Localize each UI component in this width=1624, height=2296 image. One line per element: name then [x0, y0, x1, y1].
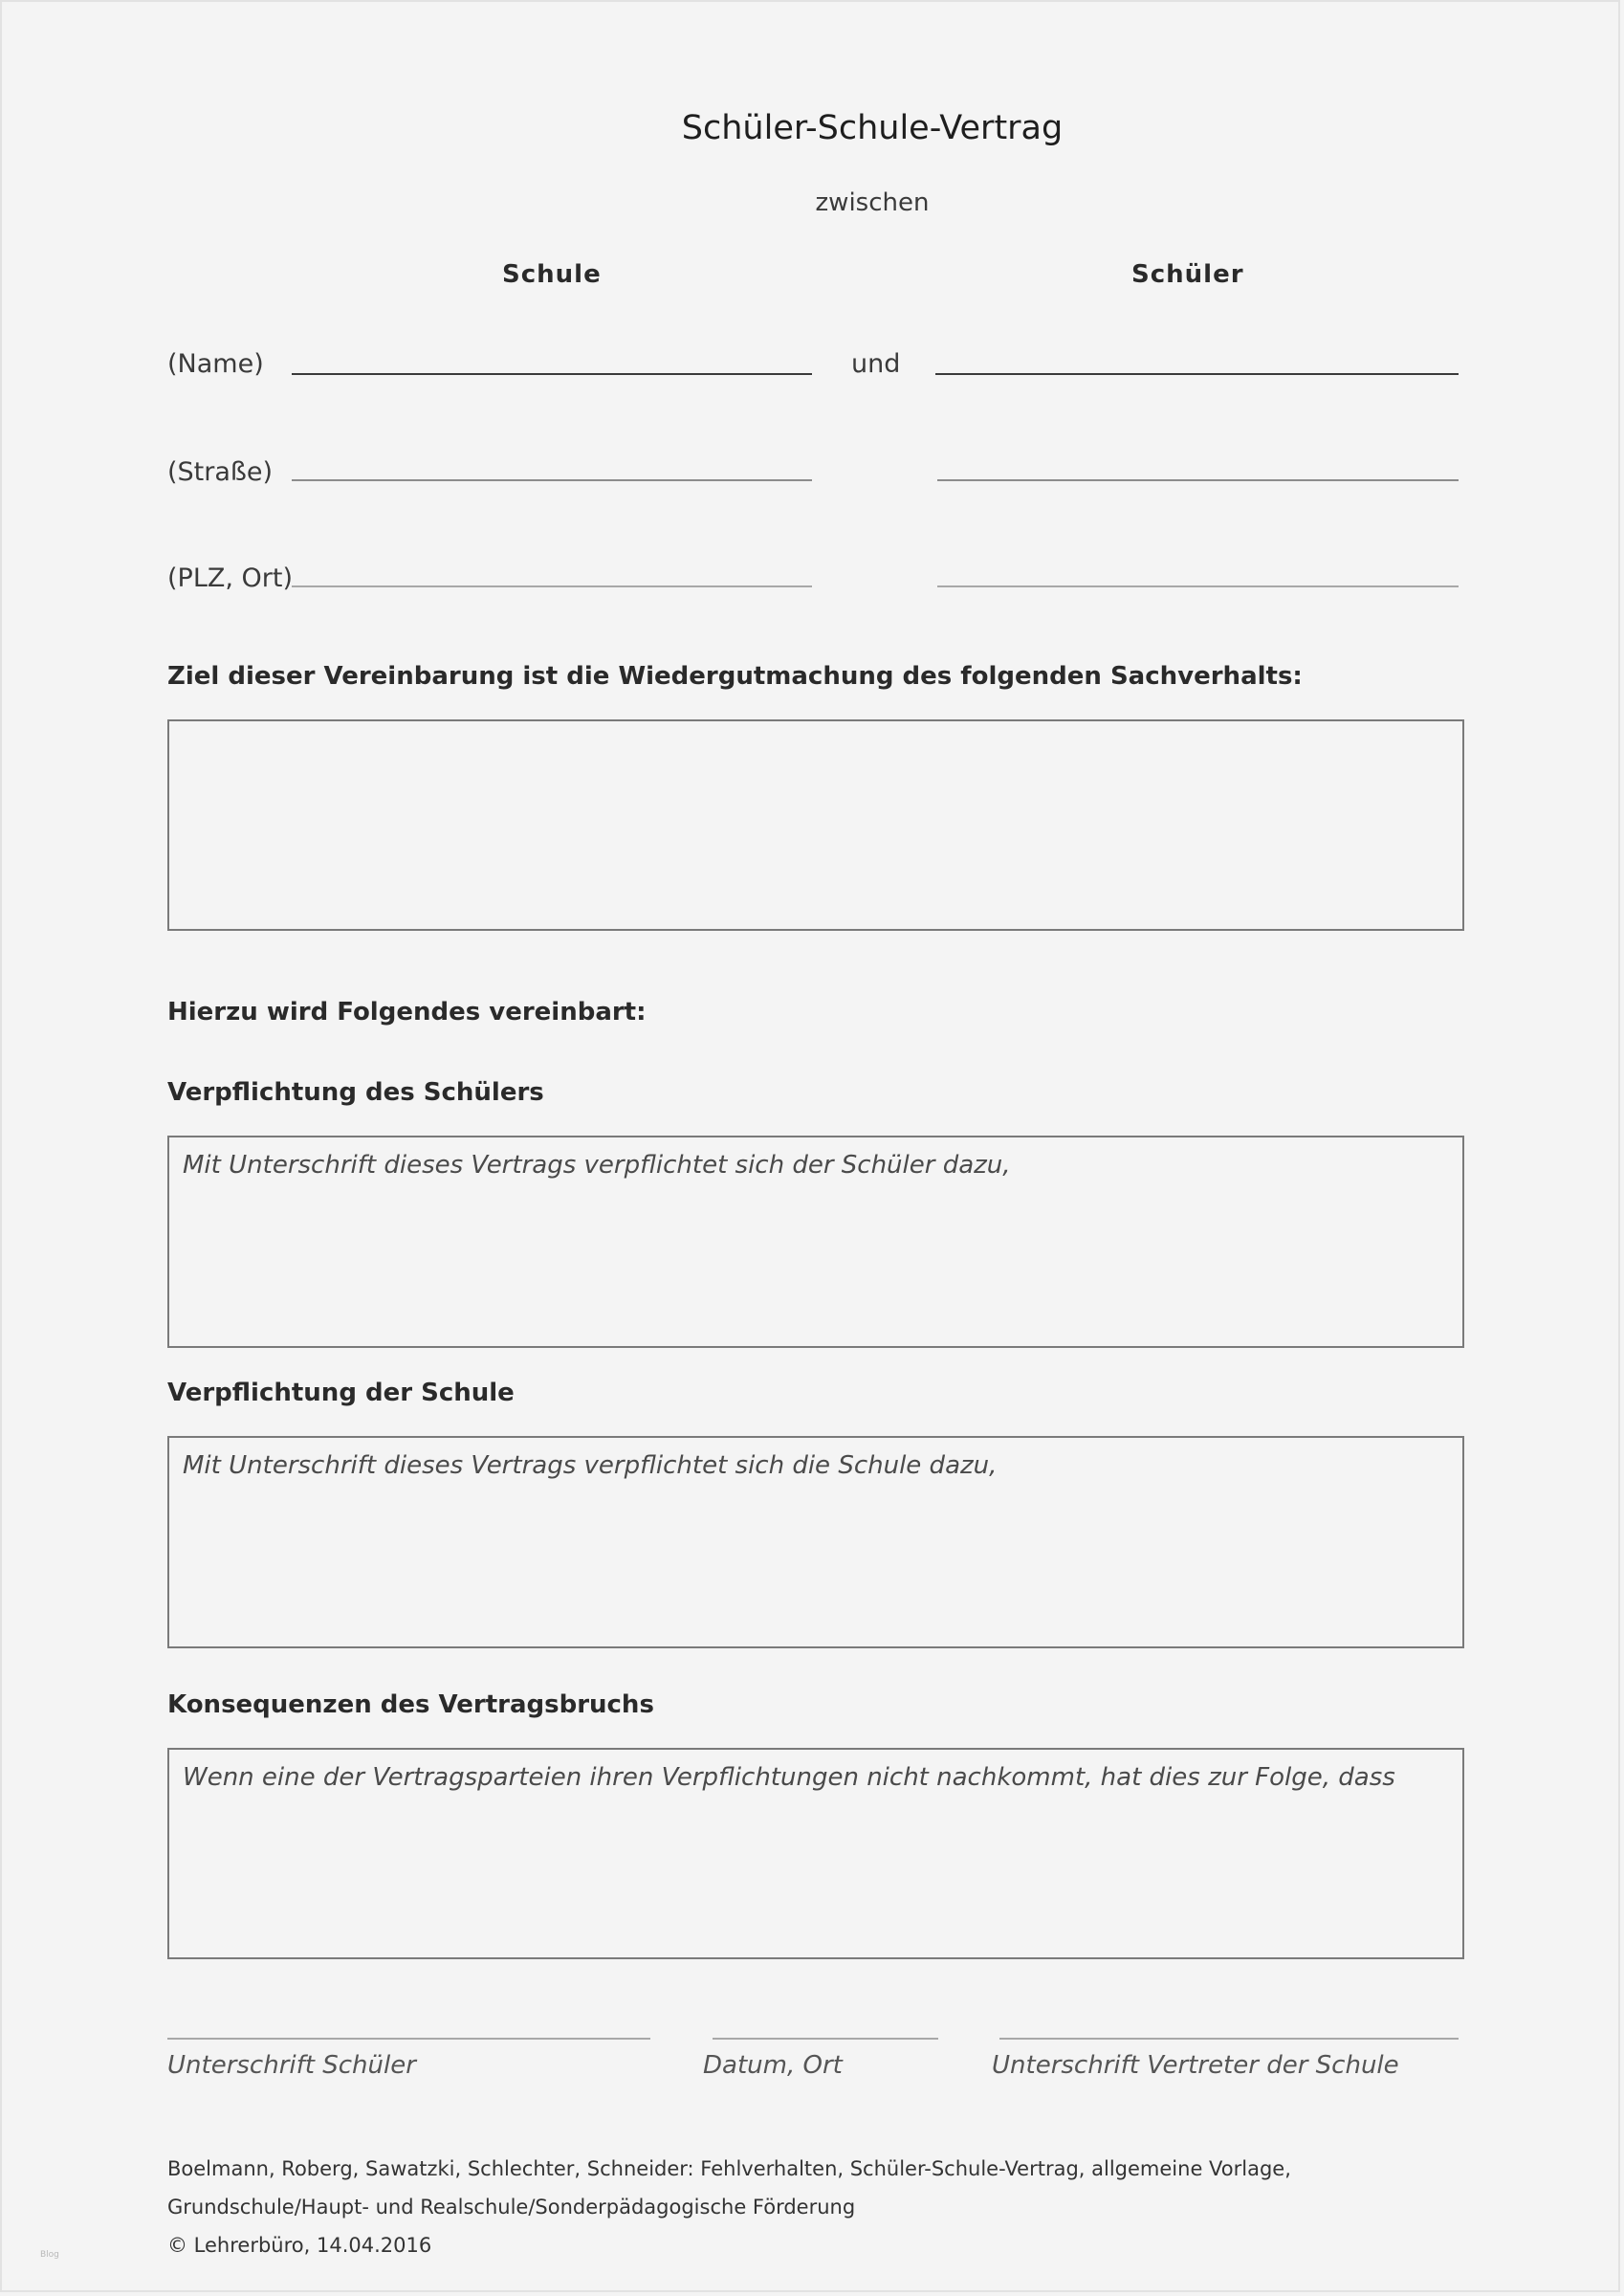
school-rep-signature-line[interactable] [999, 2038, 1459, 2040]
student-postal-city-line[interactable] [937, 585, 1459, 587]
student-signature-label: Unterschrift Schüler [167, 2051, 416, 2080]
student-name-line[interactable] [935, 373, 1459, 375]
document-subtitle: zwischen [815, 188, 930, 217]
footer-copyright: © Lehrerbüro, 14.04.2016 [167, 2234, 432, 2257]
street-label: (Straße) [167, 457, 274, 487]
school-obligation-textbox[interactable] [167, 1436, 1464, 1648]
goal-textbox[interactable] [167, 719, 1464, 931]
goal-heading: Ziel dieser Vereinbarung ist die Wiedergutmachung des folgenden Sachverhalts: [167, 662, 1303, 691]
date-place-line[interactable] [713, 2038, 938, 2040]
school-street-line[interactable] [292, 479, 812, 481]
breach-heading: Konsequenzen des Vertragsbruchs [167, 1690, 654, 1719]
school-obligation-heading: Verpflichtung der Schule [167, 1379, 515, 1407]
school-obligation-text: Mit Unterschrift dieses Vertrags verpflichtet sich die Schule dazu, [183, 1451, 998, 1480]
student-obligation-textbox[interactable] [167, 1136, 1464, 1348]
footer-citation-line1: Boelmann, Roberg, Sawatzki, Schlechter, Schneider: Fehlverhalten, Schüler-Schule-Vertrag, allgemeine Vorlage, [167, 2157, 1291, 2180]
school-column-heading: Schule [502, 260, 602, 289]
footer-citation-line2: Grundschule/Haupt- und Realschule/Sonderpädagogische Förderung [167, 2196, 856, 2219]
school-rep-signature-label: Unterschrift Vertreter der Schule [992, 2051, 1399, 2080]
postal-city-label: (PLZ, Ort) [167, 563, 293, 593]
student-column-heading: Schüler [1131, 260, 1244, 289]
school-name-line[interactable] [292, 373, 812, 375]
date-place-label: Datum, Ort [703, 2051, 843, 2080]
breach-text: Wenn eine der Vertragsparteien ihren Verpflichtungen nicht nachkommt, hat dies zur Folge, dass [183, 1763, 1395, 1792]
connector-und: und [851, 349, 901, 379]
student-signature-line[interactable] [167, 2038, 650, 2040]
student-street-line[interactable] [937, 479, 1459, 481]
document-title: Schüler-Schule-Vertrag [681, 109, 1064, 147]
agreement-intro: Hierzu wird Folgendes vereinbart: [167, 998, 647, 1027]
watermark-stamp: Blog [40, 2250, 59, 2260]
breach-textbox[interactable] [167, 1748, 1464, 1959]
name-label: (Name) [167, 349, 264, 379]
student-obligation-heading: Verpflichtung des Schülers [167, 1078, 544, 1107]
school-postal-city-line[interactable] [292, 585, 812, 587]
student-obligation-text: Mit Unterschrift dieses Vertrags verpflichtet sich der Schüler dazu, [183, 1151, 1011, 1180]
